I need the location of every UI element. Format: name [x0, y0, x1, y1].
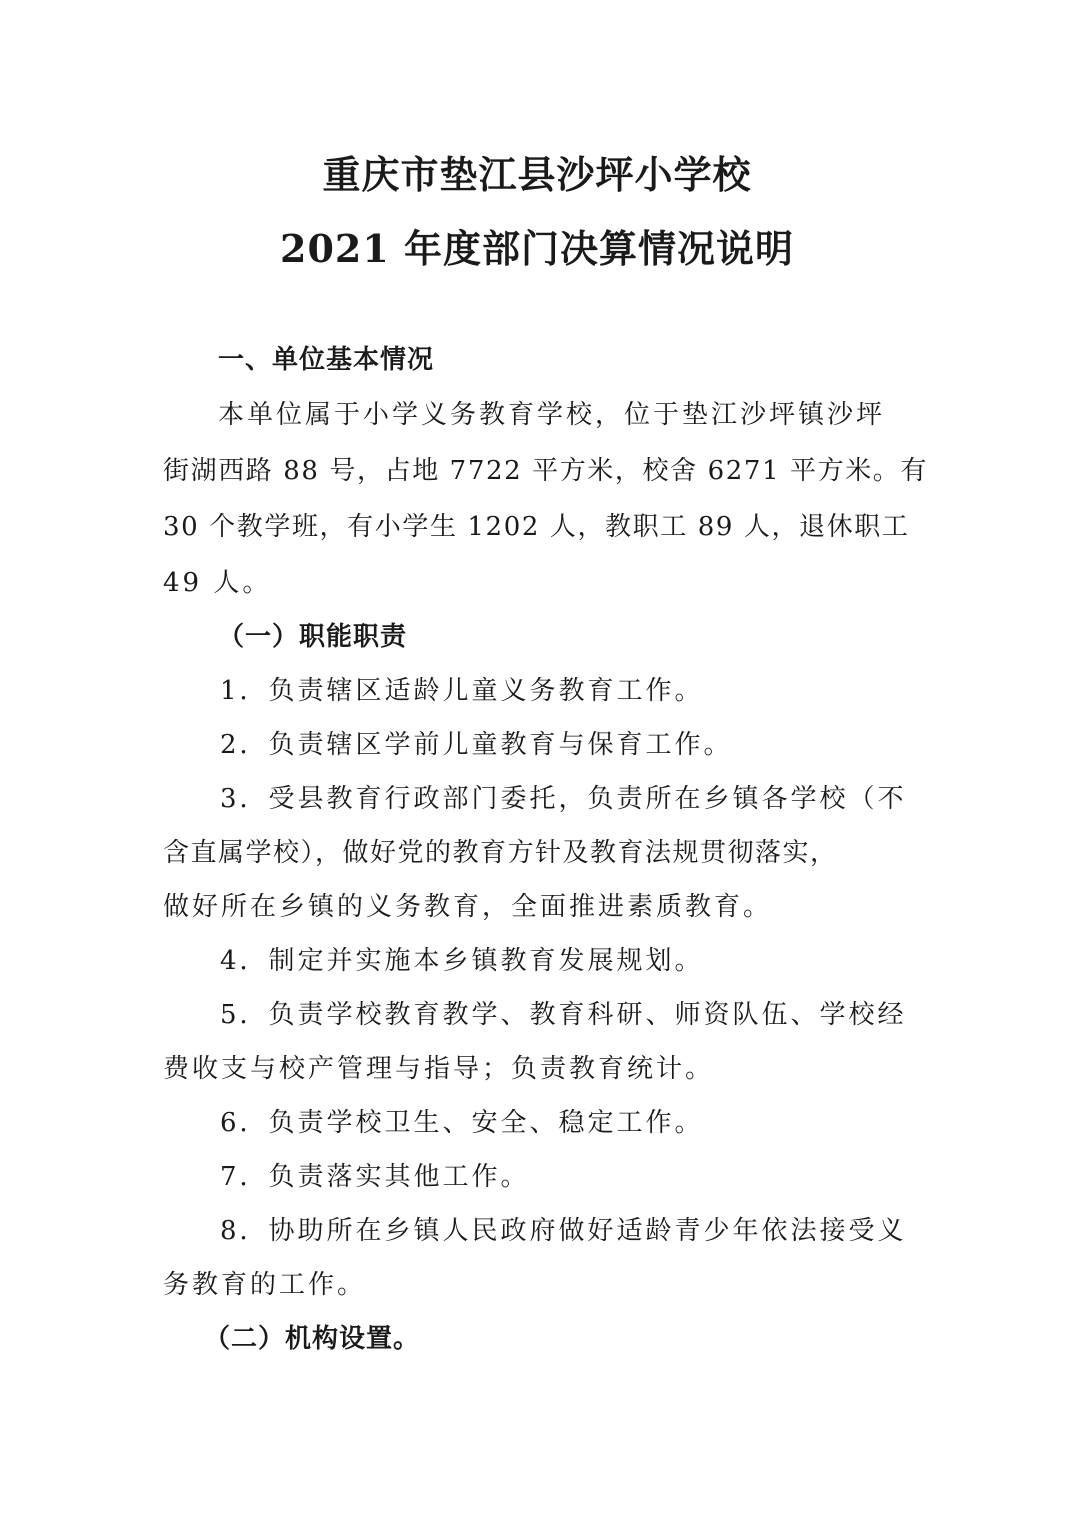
intro-paragraph-line: 本单位属于小学义务教育学校，位于垫江沙坪镇沙坪: [218, 400, 886, 430]
intro-paragraph-line: 30 个教学班，有小学生 1202 人，教职工 89 人，退休职工: [163, 512, 910, 542]
document-title-line1: 重庆市垫江县沙坪小学校: [322, 152, 752, 197]
subsection-heading-duties: （一）职能职责: [218, 622, 408, 652]
duty-item-continuation: 务教育的工作。: [163, 1270, 367, 1300]
duty-item: 6．负责学校卫生、安全、稳定工作。: [220, 1108, 704, 1138]
duty-item: 7．负责落实其他工作。: [220, 1162, 530, 1192]
subsection-heading-organization: （二）机构设置。: [204, 1324, 421, 1354]
duty-item: 5．负责学校教育教学、教育科研、师资队伍、学校经: [220, 1000, 907, 1030]
duty-item-continuation: 做好所在乡镇的义务教育，全面推进素质教育。: [163, 892, 773, 922]
section-heading-basic-info: 一、单位基本情况: [218, 345, 435, 375]
document-title-line2: 2021 年度部门决算情况说明: [280, 226, 794, 271]
duty-item: 4．制定并实施本乡镇教育发展规划。: [220, 946, 704, 976]
intro-paragraph-line: 49 人。: [163, 568, 272, 598]
duty-item-continuation: 含直属学校），做好党的教育方针及教育法规贯彻落实，: [163, 838, 838, 868]
duty-item: 3．受县教育行政部门委托，负责所在乡镇各学校（不: [220, 784, 907, 814]
duty-item: 2．负责辖区学前儿童教育与保育工作。: [220, 730, 733, 760]
duty-item: 1．负责辖区适龄儿童义务教育工作。: [220, 676, 704, 706]
duty-item: 8．协助所在乡镇人民政府做好适龄青少年依法接受义: [220, 1216, 907, 1246]
duty-item-continuation: 费收支与校产管理与指导；负责教育统计。: [163, 1054, 715, 1084]
intro-paragraph-line: 街湖西路 88 号，占地 7722 平方米，校舍 6271 平方米。有: [163, 456, 929, 486]
